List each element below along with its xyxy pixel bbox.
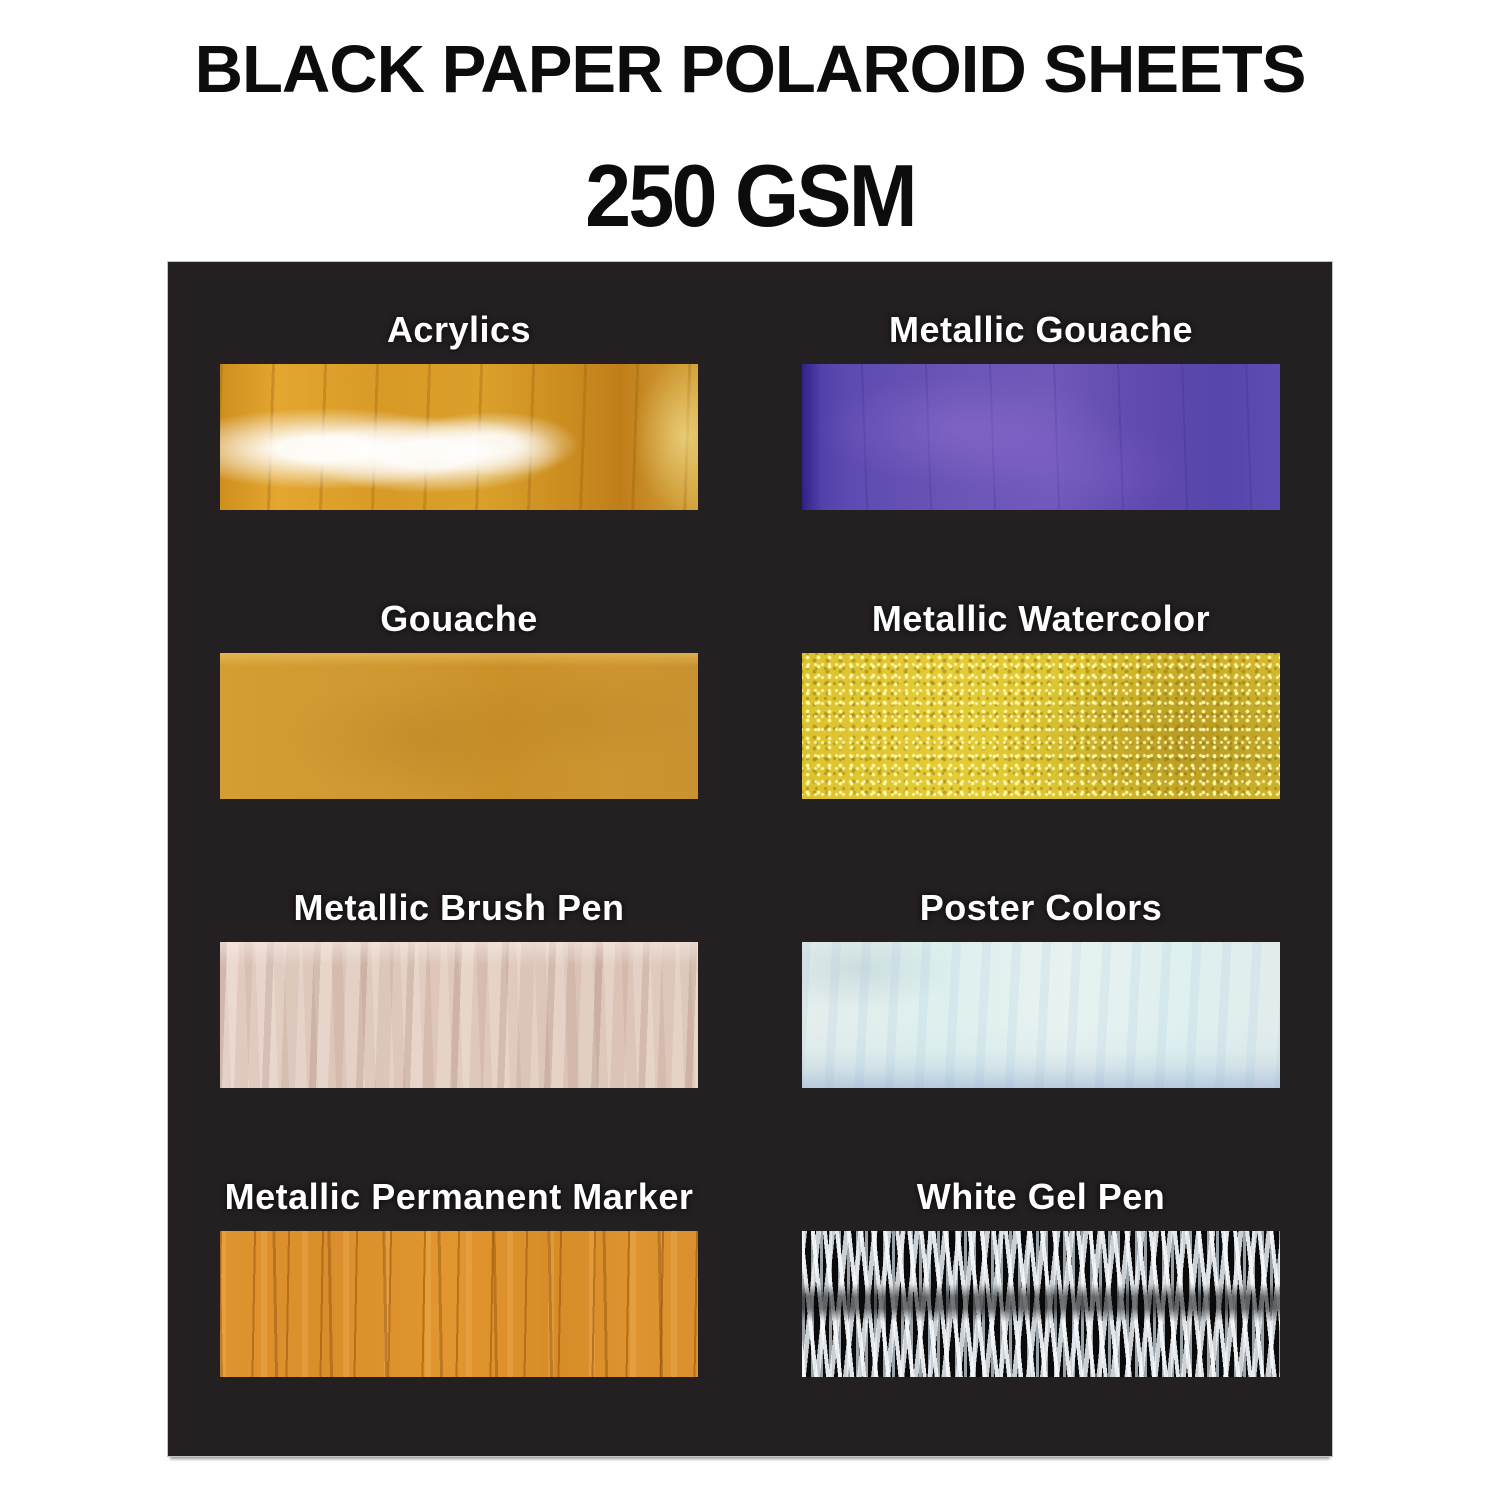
swatch-acrylics	[220, 364, 698, 510]
page-subtitle: 250 GSM	[585, 146, 915, 245]
swatch-metallic-watercolor	[802, 653, 1280, 799]
swatch-label: Poster Colors	[919, 887, 1163, 928]
swatch-label: Gouache	[380, 598, 538, 639]
swatch-metallic-brush-pen	[220, 942, 698, 1088]
swatch-cell-poster-colors	[750, 840, 1332, 1129]
swatch-white-gel-pen	[802, 1231, 1280, 1377]
swatch-label: Metallic Watercolor	[871, 598, 1211, 639]
swatch-label: Metallic Gouache	[888, 309, 1194, 350]
swatch-label: Acrylics	[386, 309, 532, 350]
swatch-cell-metallic-gouache	[750, 262, 1332, 551]
swatch-cell-white-gel-pen	[750, 1129, 1332, 1418]
swatch-poster-colors	[802, 942, 1280, 1088]
swatch-gouache	[220, 653, 698, 799]
page-title: BLACK PAPER POLAROID SHEETS	[194, 32, 1306, 107]
swatch-cell-metallic-brush-pen	[168, 840, 750, 1129]
swatch-cell-metallic-permanent-marker	[168, 1129, 750, 1418]
swatch-cell-acrylics	[168, 262, 750, 551]
swatch-panel	[168, 262, 1332, 1456]
swatch-label: Metallic Brush Pen	[293, 887, 625, 928]
swatch-metallic-gouache	[802, 364, 1280, 510]
swatch-metallic-permanent-marker	[220, 1231, 698, 1377]
swatch-label: White Gel Pen	[916, 1176, 1166, 1217]
swatch-cell-gouache	[168, 551, 750, 840]
swatch-cell-metallic-watercolor	[750, 551, 1332, 840]
swatch-label: Metallic Permanent Marker	[224, 1176, 694, 1217]
